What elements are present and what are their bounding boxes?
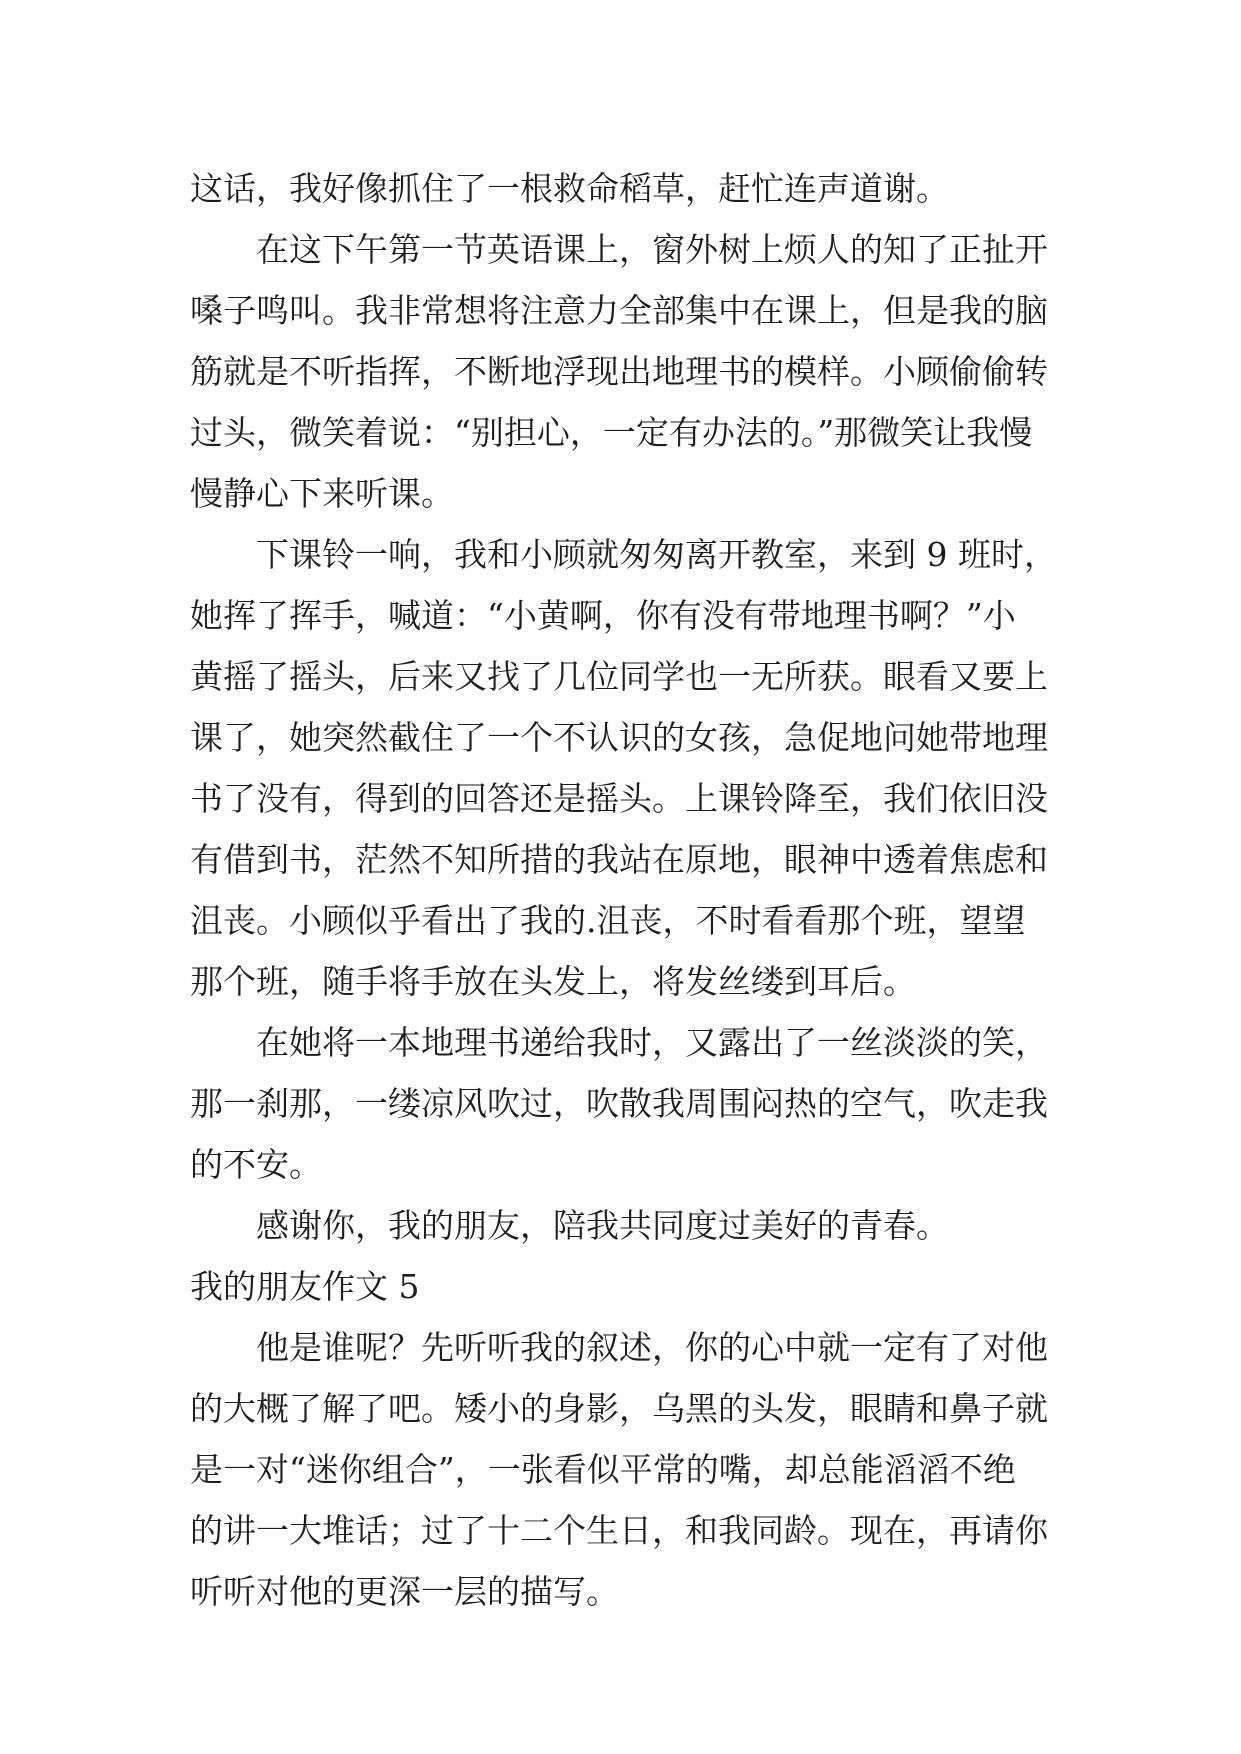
text-line: 下课铃一响，我和小顾就匆匆离开教室，来到 9 班时，: [256, 535, 1057, 574]
text-line: 书了没有，得到的回答还是摇头。上课铃降至，我们依旧没: [190, 779, 1048, 818]
text-line: 的讲一大堆话；过了十二个生日，和我同龄。现在，再请你: [190, 1511, 1048, 1550]
text-line: 筋就是不听指挥，不断地浮现出地理书的模样。小顾偷偷转: [190, 352, 1048, 391]
text-line: 在她将一本地理书递给我时，又露出了一丝淡淡的笑，: [256, 1023, 1048, 1062]
text-line: 课了，她突然截住了一个不认识的女孩，急促地问她带地理: [190, 718, 1048, 757]
text-line: 是一对“迷你组合”，一张看似平常的嘴，却总能滔滔不绝: [190, 1450, 1016, 1489]
text-line: 那个班，随手将手放在头发上，将发丝缕到耳后。: [190, 962, 916, 1001]
text-line: 他是谁呢？先听听我的叙述，你的心中就一定有了对他: [256, 1328, 1048, 1367]
text-line: 这话，我好像抓住了一根救命稻草，赶忙连声道谢。: [190, 169, 949, 208]
text-line: 她挥了挥手，喊道：“小黄啊，你有没有带地理书啊？”小: [190, 596, 1016, 635]
essay-text: [190, 158, 1070, 1622]
text-line: 听听对他的更深一层的描写。: [190, 1572, 619, 1611]
text-line: 黄摇了摇头，后来又找了几位同学也一无所获。眼看又要上: [190, 657, 1048, 696]
text-line: 沮丧。小顾似乎看出了我的.沮丧，不时看看那个班，望望: [190, 901, 1026, 940]
text-line: 慢静心下来听课。: [190, 474, 454, 513]
text-line: 在这下午第一节英语课上，窗外树上烦人的知了正扯开: [256, 230, 1048, 269]
text-line: 的大概了解了吧。矮小的身影，乌黑的头发，眼睛和鼻子就: [190, 1389, 1048, 1428]
text-line: 嗓子鸣叫。我非常想将注意力全部集中在课上，但是我的脑: [190, 291, 1048, 330]
text-line: 有借到书，茫然不知所措的我站在原地，眼神中透着焦虑和: [190, 840, 1048, 879]
text-line: 的不安。: [190, 1145, 322, 1184]
section-heading: 我的朋友作文 5: [190, 1267, 420, 1306]
text-line: 过头，微笑着说：“别担心，一定有办法的。”那微笑让我慢: [190, 413, 1033, 452]
text-line: 那一刹那，一缕凉风吹过，吹散我周围闷热的空气，吹走我: [190, 1084, 1048, 1123]
text-line: 感谢你，我的朋友，陪我共同度过美好的青春。: [256, 1206, 949, 1245]
